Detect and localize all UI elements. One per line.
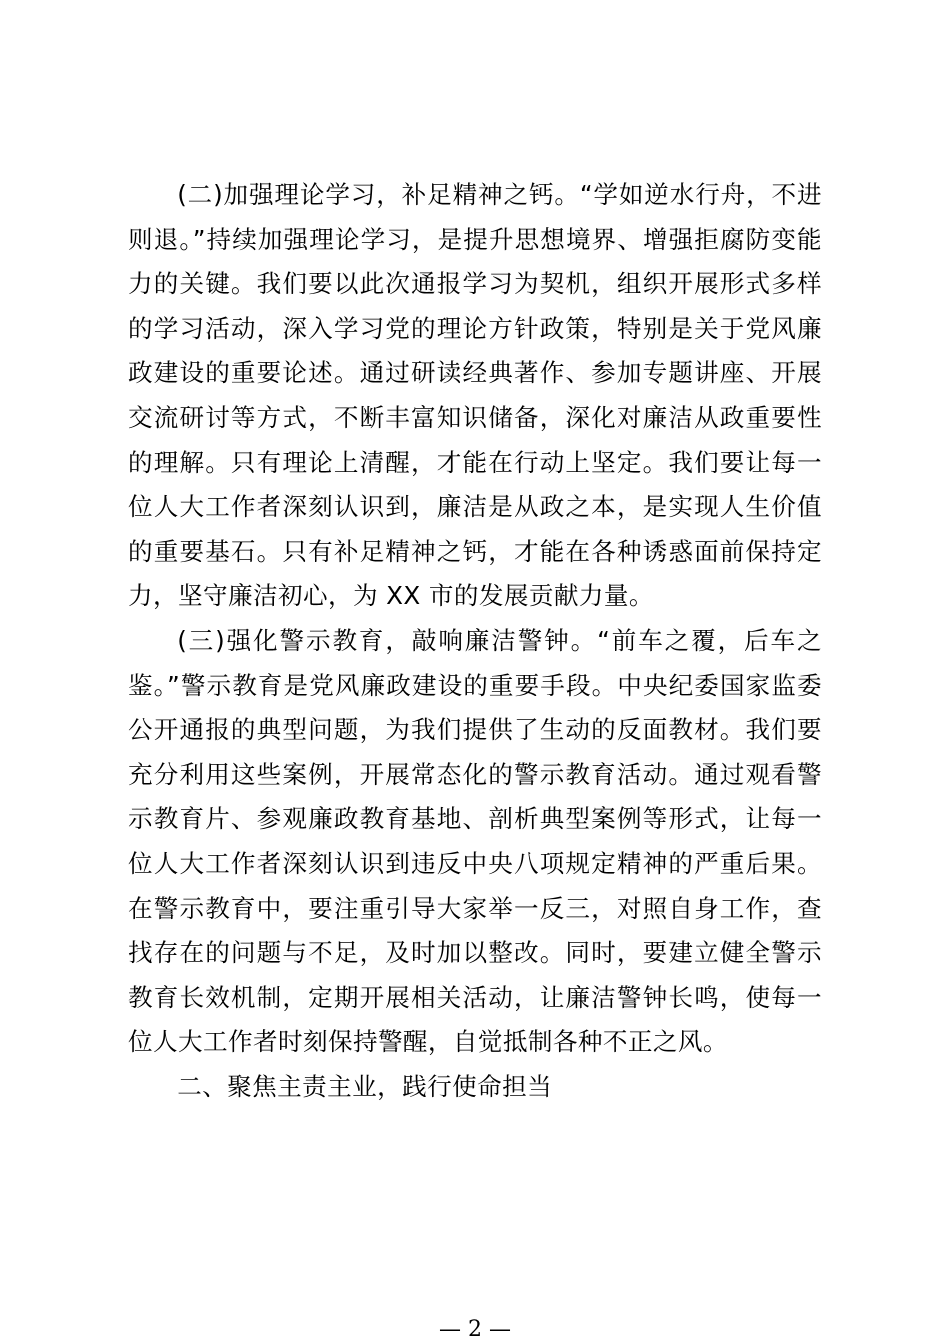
paragraph-warning-education: (三)强化警示教育，敲响廉洁警钟。“前车之覆，后车之鉴。”警示教育是党风廉政建设的重要手段。中央纪委国家监委公开通报的典型问题，为我们提供了生动的反面教材。我们要充分利用这些案例，开展常态化的警示教育活动。通过观看警示教育片、参观廉政教育基地、剖析典型案例等形式，让每一位人大工作者深刻认识到违反中央八项规定精神的严重后果。在警示教育中，要注重引导大家举一反三，对照自身工作，查找存在的问题与不足，及时加以整改。同时，要建立健全警示教育长效机制，定期开展相关活动，让廉洁警钟长鸣，使每一位人大工作者时刻保持警醒，自觉抵制各种不正之风。 [128,625,822,1057]
body-text [128,173,822,1109]
paragraph-theory-study: (二)加强理论学习，补足精神之钙。“学如逆水行舟，不进则退。”持续加强理论学习，是提升思想境界、增强拒腐防变能力的关键。我们要以此次通报学习为契机，组织开展形式多样的学习活动，深入学习党的理论方针政策，特别是关于党风廉政建设的重要论述。通过研读经典著作、参加专题讲座、开展交流研讨等方式，不断丰富知识储备，深化对廉洁从政重要性的理解。只有理论上清醒，才能在行动上坚定。我们要让每一位人大工作者深刻认识到，廉洁是从政之本，是实现人生价值的重要基石。只有补足精神之钙，才能在各种诱惑面前保持定力，坚守廉洁初心，为 XX 市的发展贡献力量。 [128,180,822,611]
page-number: — 2 — [439,1317,511,1342]
section-heading: 二、聚焦主责主业，践行使命担当 [177,1071,553,1101]
